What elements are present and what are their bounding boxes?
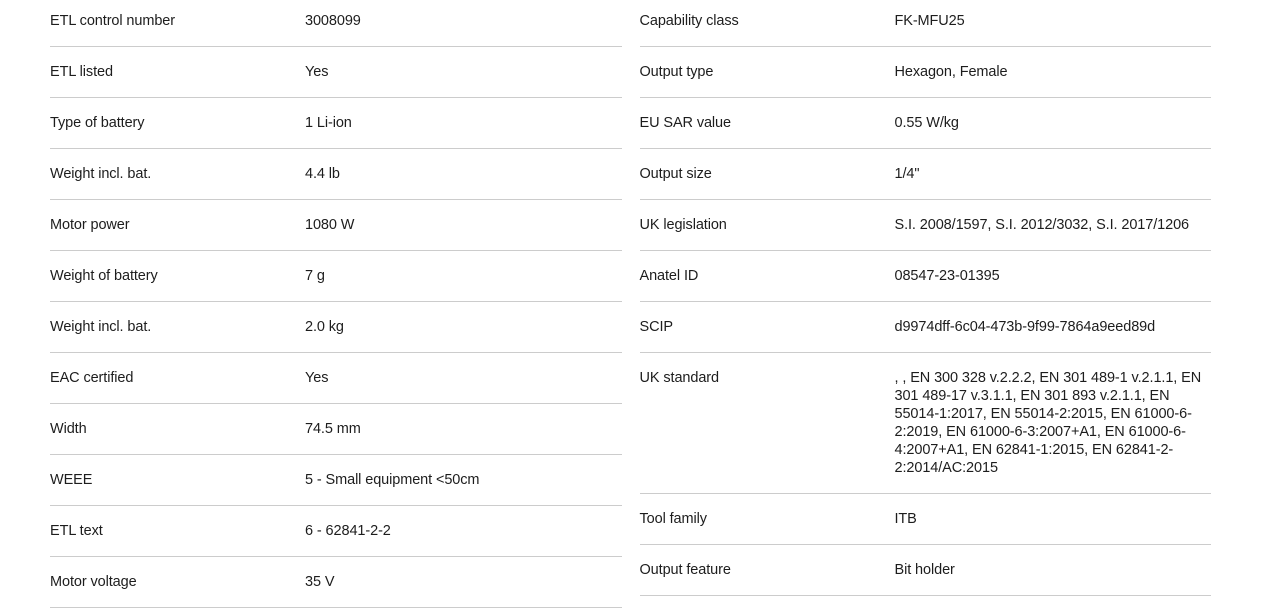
spec-label: Weight incl. bat. <box>50 319 152 335</box>
spec-label: Motor voltage <box>50 574 137 590</box>
spec-row <box>640 0 1212 47</box>
spec-value: ITB <box>894 511 917 527</box>
spec-label: Tool family <box>639 511 707 527</box>
spec-row <box>50 302 622 353</box>
spec-value: 0.55 W/kg <box>894 115 959 131</box>
spec-label: Output type <box>639 64 714 80</box>
spec-value: 3008099 <box>305 13 361 29</box>
spec-value: FK-MFU25 <box>894 13 965 29</box>
spec-column-left <box>50 0 622 608</box>
spec-row <box>640 494 1212 545</box>
spec-label: WEEE <box>50 472 93 488</box>
spec-row <box>640 98 1212 149</box>
spec-value: Yes <box>305 370 329 386</box>
spec-label: Output feature <box>639 562 731 578</box>
spec-label: SCIP <box>639 319 673 335</box>
spec-column-right <box>640 0 1212 596</box>
spec-row <box>50 149 622 200</box>
spec-value: S.I. 2008/1597, S.I. 2012/3032, S.I. 2017/1206 <box>894 217 1189 233</box>
spec-label: ETL text <box>50 523 103 539</box>
spec-row <box>50 557 622 608</box>
spec-label: ETL listed <box>50 64 113 80</box>
spec-label: EU SAR value <box>639 115 731 131</box>
spec-value: Hexagon, Female <box>894 64 1008 80</box>
spec-row <box>50 47 622 98</box>
spec-row <box>50 200 622 251</box>
spec-value: Yes <box>305 64 329 80</box>
spec-value: 1080 W <box>305 217 355 233</box>
spec-label: Anatel ID <box>639 268 699 284</box>
spec-row <box>50 353 622 404</box>
spec-value: Bit holder <box>894 562 955 578</box>
spec-row <box>640 251 1212 302</box>
spec-row <box>50 98 622 149</box>
spec-label: UK standard <box>639 370 719 386</box>
spec-label: Weight of battery <box>50 268 158 284</box>
spec-value: 7 g <box>305 268 325 284</box>
spec-value: 74.5 mm <box>305 421 361 437</box>
spec-value: 5 - Small equipment <50cm <box>305 472 480 488</box>
spec-row <box>640 353 1212 494</box>
spec-row <box>50 404 622 455</box>
spec-label: Type of battery <box>50 115 145 131</box>
spec-row <box>640 149 1212 200</box>
spec-row <box>50 455 622 506</box>
spec-row <box>50 251 622 302</box>
spec-value: 1/4" <box>894 166 920 182</box>
spec-value: , , EN 300 328 v.2.2.2, EN 301 489-1 v.2.1.1, EN 301 489-17 v.3.1.1, EN 301 893 v.2.1.1, EN 55014-1:2017, EN 55014-2:2015, EN 61000-6-2:2019, EN 61000-6-3:2007+A1, EN 61000-6-4:2007+A1, EN 62841-1:2015, EN 62841-2-2:2014/AC:2015 <box>894 370 1202 476</box>
spec-label: Weight incl. bat. <box>50 166 152 182</box>
spec-value: 4.4 lb <box>305 166 340 182</box>
spec-value: 08547-23-01395 <box>894 268 1000 284</box>
spec-label: UK legislation <box>639 217 727 233</box>
spec-row <box>50 0 622 47</box>
spec-row <box>50 506 622 557</box>
spec-label: ETL control number <box>50 13 175 29</box>
spec-value: d9974dff-6c04-473b-9f99-7864a9eed89d <box>894 319 1156 335</box>
spec-row <box>640 545 1212 596</box>
spec-label: EAC certified <box>50 370 134 386</box>
spec-value: 35 V <box>305 574 335 590</box>
spec-label: Width <box>50 421 87 437</box>
spec-label: Output size <box>639 166 712 182</box>
spec-value: 6 - 62841-2-2 <box>305 523 391 539</box>
spec-row <box>640 302 1212 353</box>
spec-label: Motor power <box>50 217 130 233</box>
spec-value: 2.0 kg <box>305 319 344 335</box>
spec-row <box>640 47 1212 98</box>
spec-row <box>640 200 1212 251</box>
spec-label: Capability class <box>639 13 739 29</box>
spec-value: 1 Li-ion <box>305 115 352 131</box>
